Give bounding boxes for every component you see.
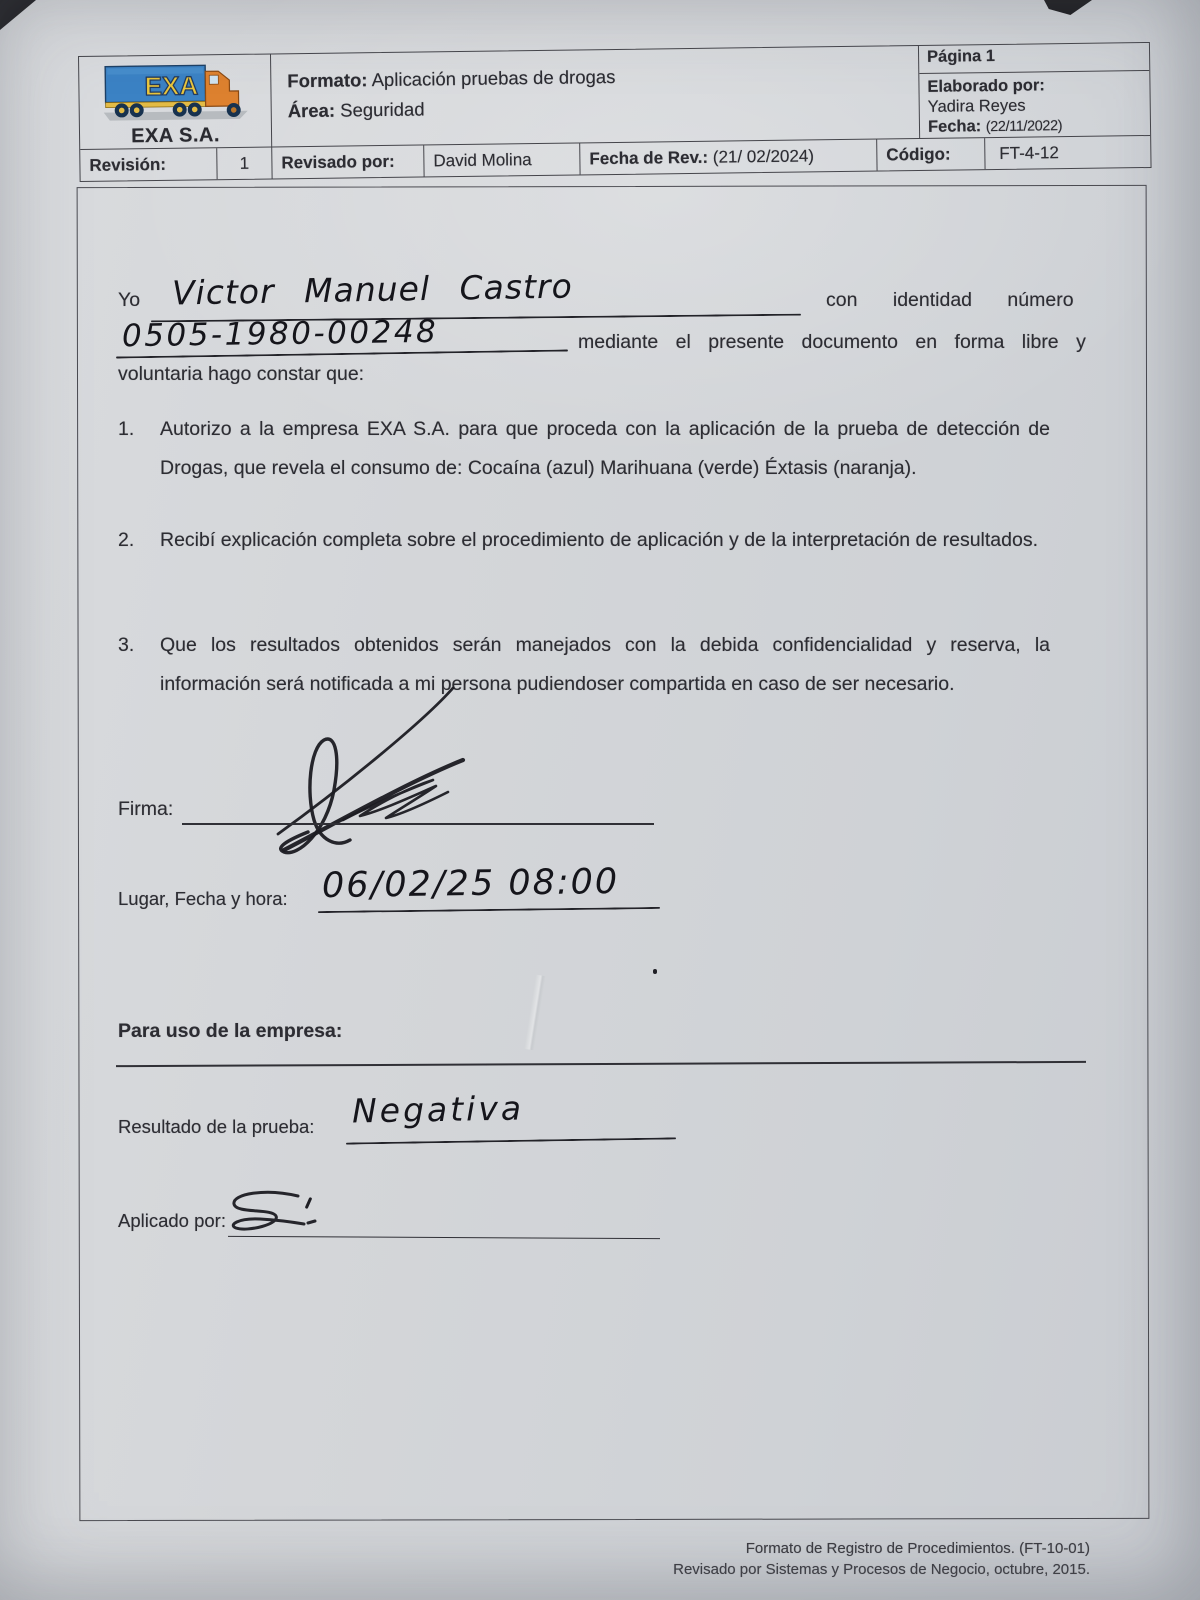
empresa-heading: Para uso de la empresa: — [118, 1020, 343, 1042]
item-number: 1. — [118, 418, 135, 440]
footer-line-1: Formato de Registro de Procedimientos. (FT-10-01) — [745, 1540, 1090, 1557]
logo-cell — [79, 54, 272, 149]
item-number: 2. — [118, 529, 135, 551]
item-text: Recibí explicación completa sobre el procedimiento de aplicación y de la interpretación de resultados. — [160, 529, 1038, 551]
item-number: 3. — [118, 634, 135, 656]
elaborado-label: Elaborado por: — [927, 76, 1045, 96]
formato-label: Formato: — [287, 69, 368, 92]
area-label: Área: — [287, 99, 336, 122]
revisado-label: Revisado por: — [272, 145, 424, 178]
scan-corner-artifact — [0, 0, 36, 30]
ink-dot — [653, 969, 657, 974]
list-item-1 — [118, 410, 1050, 488]
firma-label: Firma: — [118, 798, 174, 820]
revision-label: Revisión: — [80, 148, 217, 181]
revisado-value: David Molina — [424, 143, 580, 176]
footer — [0, 1538, 1090, 1580]
aplicado-label: Aplicado por: — [118, 1210, 226, 1231]
voluntaria-text: voluntaria hago constar que: — [118, 363, 365, 385]
fecha-rev-label: Fecha de Rev.: — [589, 147, 709, 168]
yo-label: Yo — [118, 289, 141, 311]
form-header-table — [78, 42, 1152, 182]
logo-brand-text: EXA — [143, 70, 198, 102]
lugar-label: Lugar, Fecha y hora: — [118, 888, 288, 909]
item-text: Autorizo a la empresa EXA S.A. para que proceda con la aplicación de la prueba de detección de Drogas, que revela el consumo de: Cocaína (azul) Marihuana (verde) Éxtasis (naranja). — [160, 418, 1050, 479]
codigo-label: Código: — [877, 138, 985, 170]
id-handwritten: 0505-1980-00248 — [121, 313, 439, 355]
area-value: Seguridad — [340, 98, 425, 121]
mediante-text: mediante el presente documento en forma libre y — [578, 331, 1086, 353]
elaborado-value: Yadira Reyes — [927, 96, 1026, 116]
resultado-label: Resultado de la prueba: — [118, 1116, 315, 1137]
footer-line-2: Revisado por Sistemas y Procesos de Negocio, octubre, 2015. — [673, 1561, 1090, 1578]
resultado-handwritten: Negativa — [351, 1088, 525, 1131]
scan-corner-artifact — [1044, 0, 1092, 15]
formato-cell — [271, 46, 920, 146]
list-item-2 — [118, 521, 1050, 560]
truck-logo-icon — [99, 59, 252, 125]
signature-scribble — [248, 682, 478, 860]
codigo-value: FT-4-12 — [999, 142, 1059, 163]
company-name: EXA S.A. — [130, 124, 221, 148]
fecha-rev-value: (21/ 02/2024) — [712, 145, 815, 167]
item-text: Que los resultados obtenidos serán manejados con la debida confidencialidad y reserva, la información será notificada a mi persona pudiendoser compartida en caso de ser necesario. — [160, 634, 1050, 695]
page-number: Página 1 — [919, 43, 1149, 74]
lugar-handwritten: 06/02/25 08:00 — [321, 861, 620, 907]
con-identidad-text: con identidad número — [826, 289, 1074, 311]
fecha-rev-cell — [580, 140, 877, 175]
revision-value: 1 — [217, 147, 272, 179]
name-handwritten: Victor Manuel Castro — [171, 266, 574, 313]
fecha-label: Fecha: — [927, 117, 982, 136]
fecha-value: (22/11/2022) — [985, 118, 1063, 136]
formato-value: Aplicación pruebas de drogas — [371, 65, 616, 91]
firma-line — [182, 823, 654, 825]
header-right-column — [919, 43, 1150, 138]
